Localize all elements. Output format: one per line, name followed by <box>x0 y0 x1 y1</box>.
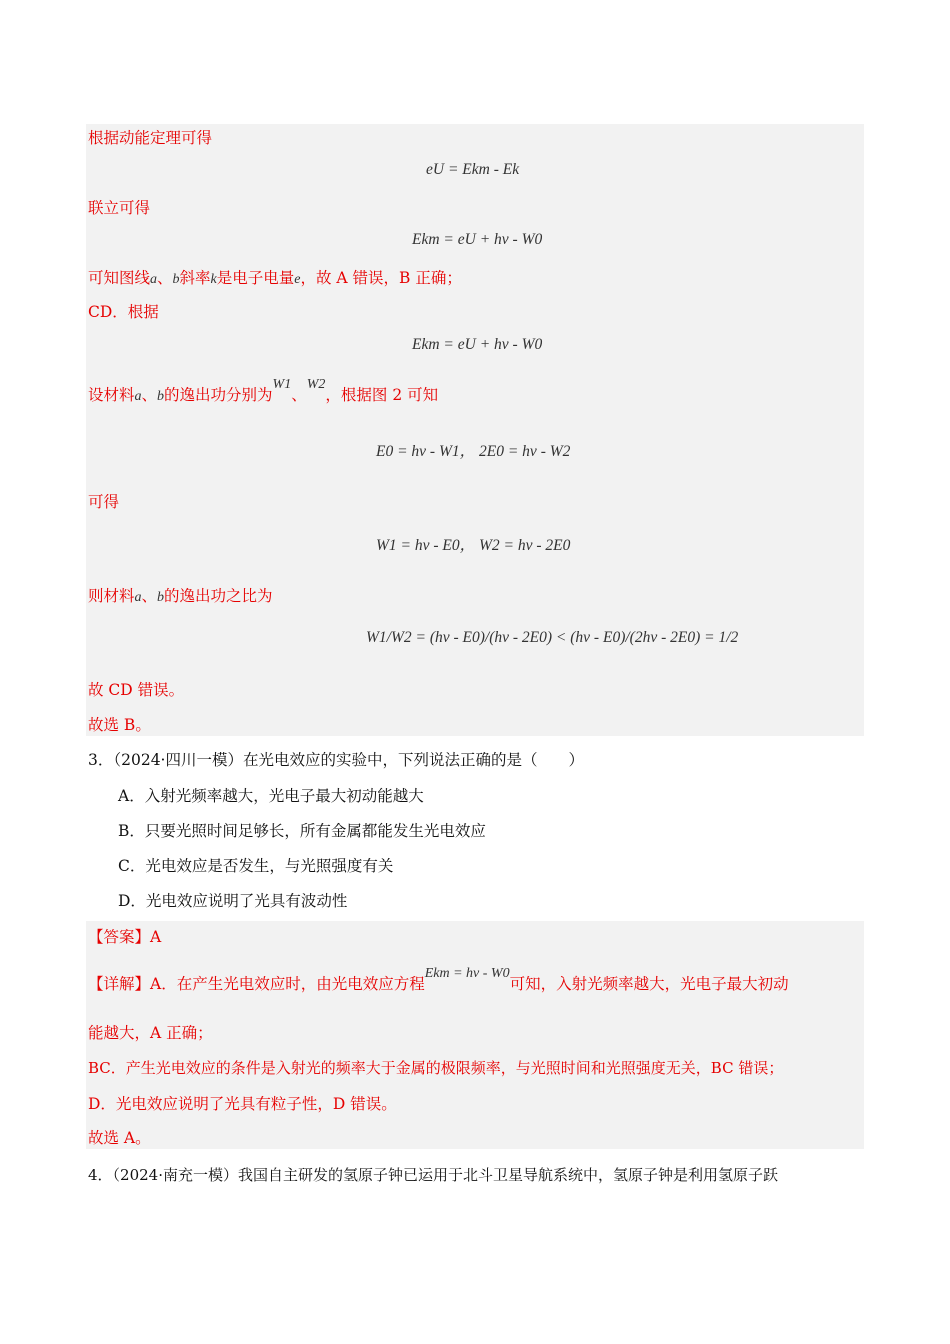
text-line: 故选 A。 <box>88 1129 151 1147</box>
equation: Ekm = eU + hν - W0 <box>412 231 543 248</box>
detail-line <box>88 966 789 996</box>
text-segment: 、 <box>141 386 158 404</box>
inline-equation: Ekm = hν - W0 <box>424 966 510 981</box>
question-stem: 3．（2024·四川一模）在光电效应的实验中，下列说法正确的是（ ） <box>88 751 584 769</box>
text-line: 能越大，A 正确； <box>88 1024 213 1042</box>
text-line: CD．根据 <box>88 303 159 321</box>
text-line: D．光电效应说明了光具有粒子性，D 错误。 <box>88 1095 397 1113</box>
text-line <box>88 268 462 290</box>
text-segment: 是电子电量 <box>216 269 295 287</box>
text-segment: 【详解】A．在产生光电效应时，由光电效应方程 <box>88 975 425 993</box>
option-d: D．光电效应说明了光具有波动性 <box>118 892 348 910</box>
text-segment: 、 <box>157 269 173 287</box>
equation: E0 = hν - W1， 2E0 = hν - W2 <box>376 443 571 460</box>
variable: b <box>172 272 180 287</box>
text-segment: 的逸出功分别为 <box>164 386 273 404</box>
text-line: 根据动能定理可得 <box>88 129 213 147</box>
equation: eU = Ekm - Ek <box>426 161 520 178</box>
variable: W2 <box>306 377 326 392</box>
text-segment: 、 <box>141 587 158 605</box>
text-segment: 设材料 <box>88 386 135 404</box>
equation: Ekm = eU + hν - W0 <box>412 336 543 353</box>
question-stem: 4．（2024·南充一模）我国自主研发的氢原子钟已运用于北斗卫星导航系统中，氢原子钟是利用氢原子跃 <box>88 1166 778 1184</box>
text-segment: ，故 A 错误，B 正确； <box>300 269 462 287</box>
text-line: 故 CD 错误。 <box>88 681 185 699</box>
text-line <box>88 586 273 608</box>
text-segment: 的逸出功之比为 <box>164 587 273 605</box>
text-line: 可得 <box>88 493 120 511</box>
variable: a <box>134 590 142 605</box>
text-line: 故选 B。 <box>88 716 151 734</box>
variable: k <box>210 272 217 287</box>
text-segment: 斜率 <box>179 269 211 287</box>
option-c: C．光电效应是否发生，与光照强度有关 <box>118 857 394 875</box>
variable: b <box>157 389 165 404</box>
answer-line: 【答案】A <box>88 928 162 946</box>
variable: e <box>294 272 301 287</box>
text-line: 联立可得 <box>88 199 151 217</box>
text-line: BC．产生光电效应的条件是入射光的频率大于金属的极限频率，与光照时间和光照强度无关，BC 错误； <box>88 1059 784 1077</box>
variable: W1 <box>272 377 292 392</box>
variable: a <box>134 389 142 404</box>
variable: a <box>150 272 158 287</box>
text-segment: ，根据图 2 可知 <box>325 386 439 404</box>
equation-ratio: W1/W2 = (hν - E0)/(hν - 2E0) < (hν - E0)/(2hν - 2E0) = 1/2 <box>366 629 739 646</box>
text-segment: 、 <box>291 386 307 404</box>
option-b: B．只要光照时间足够长，所有金属都能发生光电效应 <box>118 822 486 840</box>
text-line <box>88 377 439 407</box>
text-segment: 可知，入射光频率越大，光电子最大初动 <box>509 975 789 993</box>
text-segment: 则材料 <box>88 587 135 605</box>
option-a: A．入射光频率越大，光电子最大初动能越大 <box>118 787 424 805</box>
variable: b <box>157 590 165 605</box>
equation: W1 = hν - E0， W2 = hν - 2E0 <box>376 537 571 554</box>
text-segment: 可知图线 <box>88 269 151 287</box>
